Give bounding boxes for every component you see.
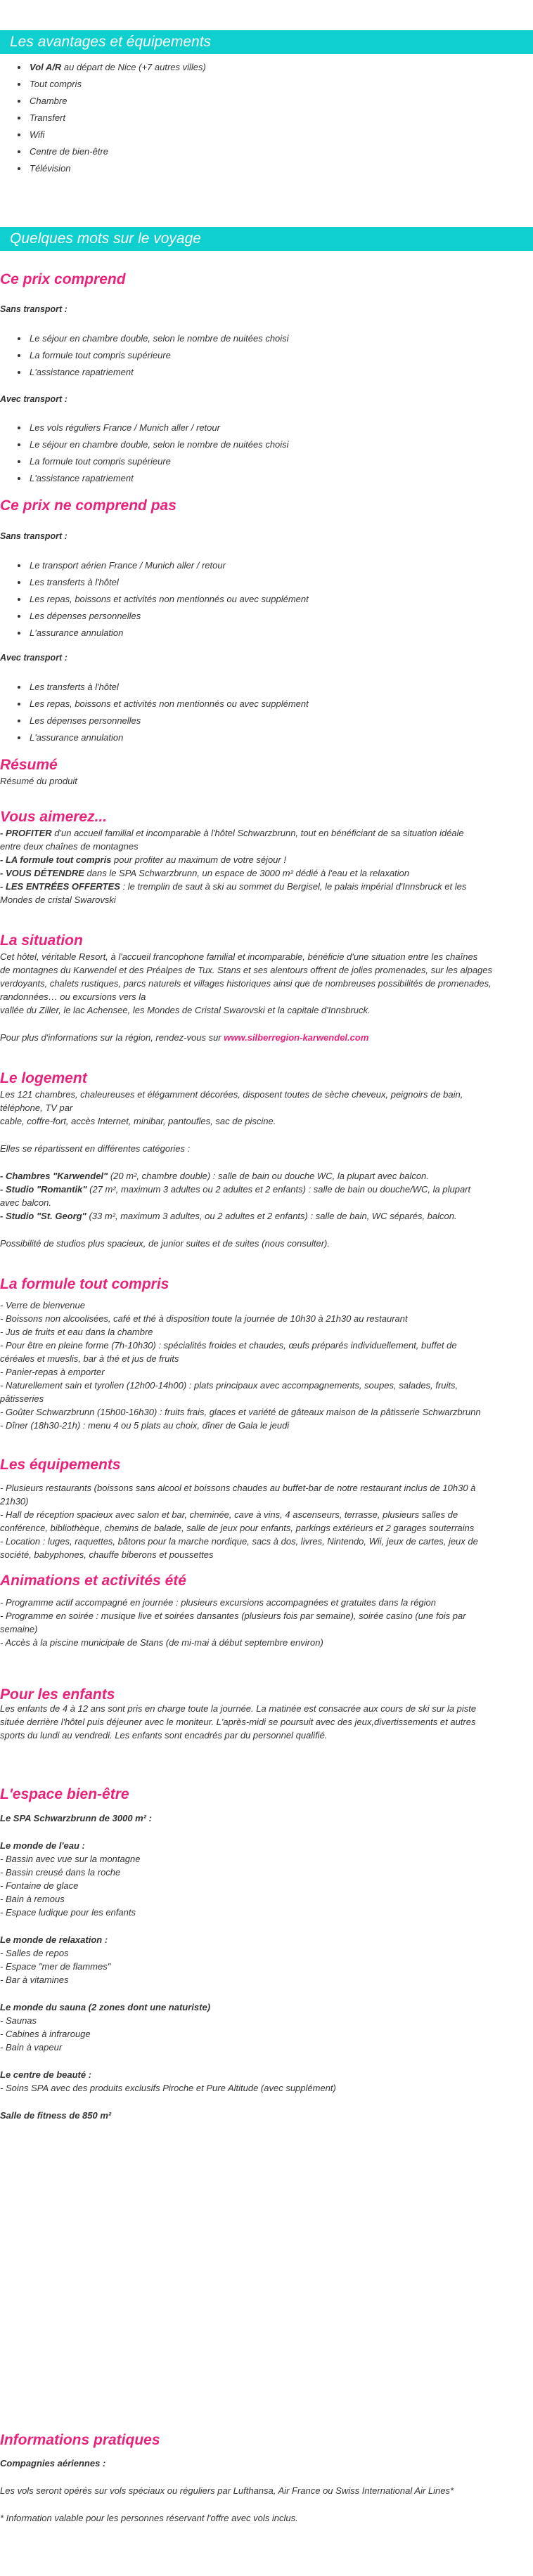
includes-title: Ce prix comprend (0, 271, 126, 287)
summary-title: Résumé (0, 757, 58, 773)
list-item: • Les vols réguliers France / Munich aller / retour (28, 419, 289, 436)
list-item: • Tout compris (28, 76, 206, 93)
situation-title: La situation (0, 932, 83, 949)
trip-header: Quelques mots sur le voyage (0, 227, 533, 251)
includes-avec-list (0, 419, 289, 487)
activities-text: - Programme actif accompagné en journée : plusieurs excursions accompagnées et gratuites dans la région - Programme en soirée : musique live et soirées dansantes (plusieurs fois par semaine), soirée casino (une fois par semaine) - Accès à la piscine municipale de Stans (de mi-mai à début septembre environ) (0, 1597, 466, 1648)
list-item: • Les dépenses personnelles (28, 713, 309, 729)
excludes-sans-list (0, 557, 309, 642)
summary-text: Résumé du produit (0, 776, 77, 786)
list-item: • Les dépenses personnelles (28, 608, 309, 625)
list-item: • Le séjour en chambre double, selon le nombre de nuitées choisi (28, 436, 289, 453)
activities-title: Animations et activités été (0, 1573, 186, 1589)
practical-text: Compagnies aériennes : Les vols seront opérés sur vols spéciaux ou réguliers par Lufthansa, Air France ou Swiss International Air Lines* * Information valable pour les personnes réservant l'offre avec vols inclus. (0, 2458, 454, 2523)
list-item: • L'assurance annulation (28, 625, 309, 642)
list-item: • Chambre (28, 93, 206, 110)
formula-text: - Verre de bienvenue - Boissons non alcoolisées, café et thé à disposition toute la journée de 10h30 à 21h30 au restaurant - Jus de fruits et eau dans la chambre - Pour être en pleine forme (7h-10h30) : spécialités froides et chaudes, œufs préparés individuellement, buffet de céréales et mueslis, bar à thé et jus de fruits - Panier-repas à emporter - Naturellement sain et tyrolien (12h00-14h00) : plats principaux avec accompagnements, soupes, salades, fruits, pâtisseries - Goûter Schwarzbrunn (15h00-16h30) : fruits frais, glaces et variété de gâteaux maison de la pâtisserie Schwarzbrunn - Dîner (18h30-21h) : menu 4 ou 5 plats au choix, dîner de Gala le jeudi (0, 1300, 481, 1431)
list-item: • L'assistance rapatriement (28, 364, 289, 381)
region-link[interactable]: www.silberregion-karwendel.com (224, 1032, 369, 1043)
formula-title: La formule tout compris (0, 1276, 169, 1292)
kids-title: Pour les enfants (0, 1686, 115, 1703)
list-item: • Télévision (28, 160, 206, 177)
love-title: Vous aimerez... (0, 809, 108, 825)
includes-sans-label: Sans transport : (0, 304, 68, 314)
list-item: • L'assistance rapatriement (28, 470, 289, 487)
excludes-title: Ce prix ne comprend pas (0, 497, 176, 514)
advantages-header: Les avantages et équipements (0, 30, 533, 54)
list-item: • La formule tout compris supérieure (28, 347, 289, 364)
includes-avec-label: Avec transport : (0, 394, 68, 404)
list-item: • Transfert (28, 110, 206, 126)
list-item: • Wifi (28, 126, 206, 143)
list-item: • Les transferts à l'hôtel (28, 574, 309, 591)
advantages-list (0, 59, 206, 177)
excludes-avec-label: Avec transport : (0, 653, 68, 663)
wellness-title: L'espace bien-être (0, 1786, 129, 1802)
list-item: • Les repas, boissons et activités non mentionnés ou avec supplément (28, 696, 309, 713)
practical-title: Informations pratiques (0, 2432, 160, 2448)
wellness-text: Le SPA Schwarzbrunn de 3000 m² : Le monde de l'eau : - Bassin avec vue sur la montagne - Bassin creusé dans la roche - Fontaine de glace - Bain à remous - Espace ludique pour les enfants Le monde de relaxation : - Salles de repos - Espace "mer de flammes" - Bar à vitamines Le monde du sauna (2 zones dont une naturiste) - Saunas - Cabines à infrarouge - Bain à vapeur Le centre de beauté : - Soins SPA avec des produits exclusifs Piroche et Pure Altitude (avec supplément) Salle de fitness de 850 m² (0, 1813, 336, 2121)
list-item: • La formule tout compris supérieure (28, 453, 289, 470)
list-item: • Les transferts à l'hôtel (28, 679, 309, 696)
list-item: • L'assurance annulation (28, 729, 309, 746)
list-item: • Le transport aérien France / Munich aller / retour (28, 557, 309, 574)
kids-text: Les enfants de 4 à 12 ans sont pris en charge toute la journée. La matinée est consacrée aux cours de ski sur la piste située derrière l'hôtel puis déjeuner avec le moniteur. L'après-midi se poursuit avec des jeux,divertissements et autres sports du lundi au vendredi. Les enfants sont encadrés par du personnel qualifié. (0, 1703, 477, 1741)
list-item: • Centre de bien-être (28, 143, 206, 160)
list-item: • Vol A/R au départ de Nice (+7 autres villes) (28, 59, 206, 76)
includes-sans-list (0, 330, 289, 381)
lodging-text: Les 121 chambres, chaleureuses et élégamment décorées, disposent toutes de sèche cheveux, peignoirs de bain, téléphone, TV par cable, coffre-fort, accès Internet, minibar, pantoufles, sac de piscine. Elles se répartissent en différentes catégories : - Chambres "Karwendel" (20 m², chambre double) : salle de bain ou douche WC, la plupart avec balcon. - Studio "Romantik" (27 m², maximum 3 adultes ou 2 adultes et 2 enfants) : salle de bain ou douche/WC, la plupart avec balcon. - Studio "St. Georg" (33 m², maximum 3 adultes, ou 2 adultes et 2 enfants) : salle de bain, WC séparés, balcon. Possibilité de studios plus spacieux, de junior suites et de suites (nous consulter). (0, 1089, 471, 1249)
love-text: - PROFITER d'un accueil familial et incomparable à l'hôtel Schwarzbrunn, tout en bénéficiant de sa situation idéale entre deux chaînes de montagnes - LA formule tout compris pour profiter au maximum de votre séjour ! - VOUS DÉTENDRE dans le SPA Schwarzbrunn, un espace de 3000 m² dédié à l'eau et la relaxation - LES ENTRÉES OFFERTES : le tremplin de saut à ski au sommet du Bergisel, le palais impérial d'Innsbruck et les Mondes de cristal Swarovski (0, 828, 467, 905)
equipment-title: Les équipements (0, 1457, 121, 1473)
list-item: • Le séjour en chambre double, selon le nombre de nuitées choisi (28, 330, 289, 347)
excludes-avec-list (0, 679, 309, 746)
situation-text: Cet hôtel, véritable Resort, à l'accueil francophone familial et incomparable, bénéficie d'une situation entre les chaînes de montagnes du Karwendel et des Préalpes de Tux. Stans et ses alentours offrent de jolies promenades, sur les alpages verdoyants, chalets rustiques, parcs naturels et villages historiques ainsi que de nombreuses possibilités de promenades, randonnées… ou excursions vers la vallée du Ziller, le lac Achensee, les Mondes de Cristal Swarovski et la capitale d'Innsbruck. Pour plus d'informations sur la région, rendez-vous sur www.silberregion-karwendel.com (0, 951, 493, 1043)
lodging-title: Le logement (0, 1070, 87, 1086)
list-item: • Les repas, boissons et activités non mentionnés ou avec supplément (28, 591, 309, 608)
equipment-text: - Plusieurs restaurants (boissons sans alcool et boissons chaudes au buffet-bar de notre restaurant inclus de 10h30 à 21h30) - Hall de réception spacieux avec salon et bar, cheminée, cave à vins, 4 ascenseurs, terrasse, plusieurs salles de conférence, bibliothèque, chemins de balade, salle de jeux pour enfants, parkings extérieurs et 2 garages souterrains - Location : luges, raquettes, bâtons pour la marche nordique, sacs à dos, livres, Nintendo, Wii, jeux de cartes, jeux de société, babyphones, chauffe biberons et poussettes (0, 1483, 478, 1560)
excludes-sans-label: Sans transport : (0, 531, 68, 541)
